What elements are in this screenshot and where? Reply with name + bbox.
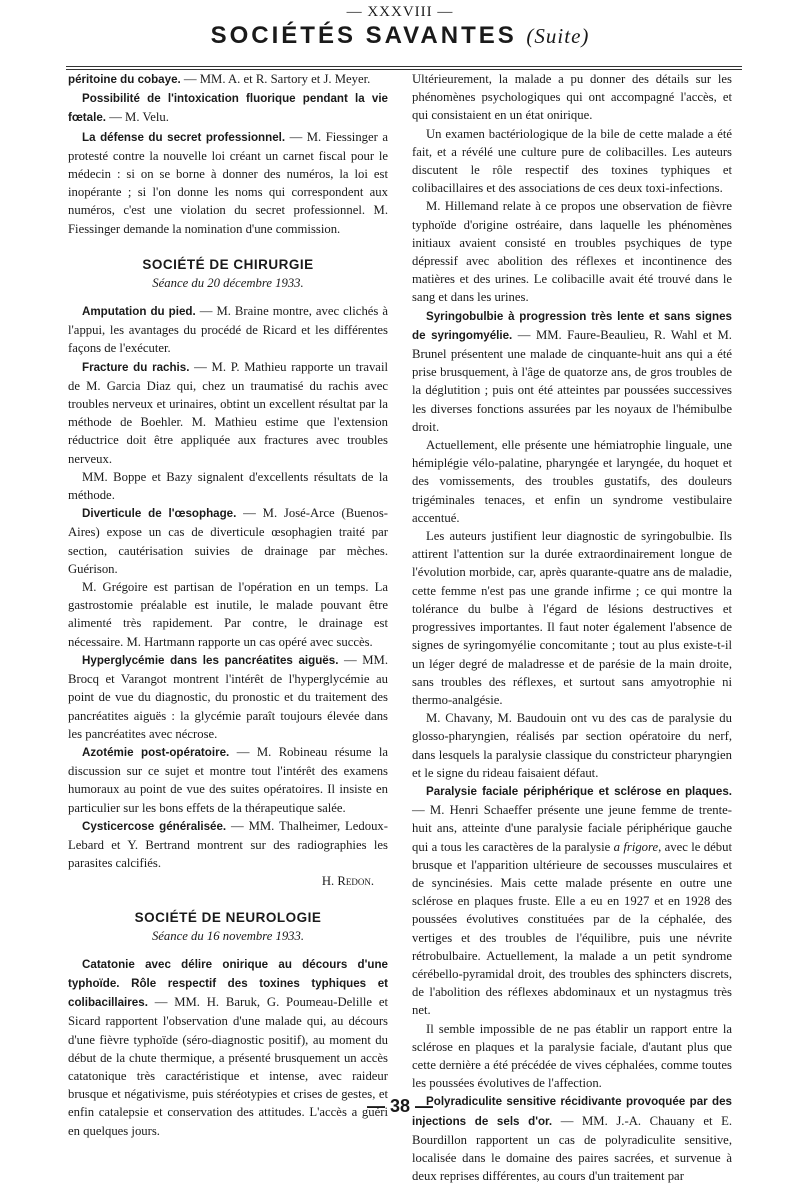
paragraph xyxy=(68,651,388,743)
paragraph xyxy=(68,817,388,873)
entry-text: — M. José-Arce (Buenos-Aires) expose un cas de diverticule œsophagien traité par section, cautérisation suivies de drainage par mèches. Guérison. xyxy=(68,506,388,576)
entry-italic: a frigore xyxy=(613,839,659,854)
paragraph: M. Hillemand relate à ce propos une observation de fièvre typhoïde d'origine ostréaire, dans laquelle les phénomènes initiaux avaient consisté en troubles psychiques de type dépressif avec abolition des réflexes et incontinence des matières et des urines. Le colibacille avait été trouvé dans le sang et dans les urines. xyxy=(412,199,732,305)
header-rule-top xyxy=(66,66,742,67)
paragraph: M. Grégoire est partisan de l'opération en un temps. La gastrostomie préalable est inutile, le malade pouvant être alimenté très rapidement. Par contre, le drainage est nécessaire. M. Hartmann rapporte un cas opéré avec succès. xyxy=(68,580,388,649)
paragraph: Il semble impossible de ne pas établir un rapport entre la sclérose en plaques et la paralysie faciale, d'autant plus que cette dernière a été précédée de vives céphalées, comme toutes les poussées évolutives de l'affection. xyxy=(412,1021,732,1091)
entry-title: Amputation du pied. xyxy=(82,305,196,319)
left-column xyxy=(68,70,389,1138)
paragraph: MM. Boppe et Bazy signalent d'excellents résultats de la méthode. xyxy=(68,469,388,503)
entry-text: — M. Velu. xyxy=(106,110,169,125)
paragraph xyxy=(68,358,388,468)
entry-text: — MM. Brocq et Varangot montrent l'intérêt de l'hyperglycémie au point de vue du diagnostic, du pronostic et du traitement des pancréatites aiguës : la glycémie paraît toujours élevée dans les pancréatites avec nécrose. xyxy=(68,652,388,741)
paragraph xyxy=(68,89,388,127)
entry-title: péritoine du cobaye. xyxy=(68,73,181,86)
paragraph xyxy=(68,70,388,89)
paragraph: M. Chavany, M. Baudouin ont vu des cas de paralysie du glosso-pharyngien, réalisés par section opératoire du nerf, dans lesquels la paralysie classique du constricteur pharyngien et le signe du rideau faisaient défaut. xyxy=(412,711,732,780)
entry-title: Syringobulbie à progression très lente et sans signes de syringomyélie. xyxy=(412,309,732,342)
entry-text: — MM. J.-A. Chauany et E. Bourdillon rapportent un cas de polyradiculite sensitive, localisée dans le domaine des paires sacrées, et survenue à deux reprises différentes, au cours d'un traitement par xyxy=(412,1113,732,1184)
entry-title: Hyperglycémie dans les pancréatites aiguës. xyxy=(82,653,339,667)
entry-text: — M. Robineau résume la discussion sur ce sujet et montre tout l'intérêt des examens humoraux au point de vue des suites opératoires. Il insiste en particulier sur les bons effets de la thérapeutique salée. xyxy=(68,744,389,815)
paragraph: Actuellement, elle présente une hémiatrophie linguale, une hémiplégie vélo-palatine, pharyngée et laryngée, du hoquet et des vomissements, des troubles gustatifs, des douleurs trigéminales tenaces, et enfin un syndrome vestibulaire accentué. xyxy=(412,438,732,525)
entry-text: — MM. A. et R. Sartory et J. Meyer. xyxy=(180,72,371,86)
paragraph: Un examen bactériologique de la bile de cette malade a été fait, et a révélé une culture pure de colibacilles. Les auteurs discutent le rôle respectif des toxines typhiques et colibacillaires et des associations de ces deux toxi-infections. xyxy=(412,126,732,196)
title-main: SOCIÉTÉS SAVANTES xyxy=(210,22,517,49)
entry-text: — M. Fiessinger a protesté contre la nouvelle loi créant un carnet fiscal pour le médecin : si on se borne à donner des numéros, la loi est inopérante ; si l'on donne les noms qui correspondent aux numéros, c'est une violation du secret professionnel. M. Fiessinger demande la nomination d'une commission. xyxy=(68,129,388,236)
entry-title: Cysticercose généralisée. xyxy=(82,819,227,833)
paragraph: Ultérieurement, la malade a pu donner des détails sur les phénomènes psychologiques qui ont accompagné l'accès, et qui consistaient en un état onirique. xyxy=(412,72,732,123)
paragraph xyxy=(68,128,388,238)
entry-text: — M. Henri Schaeffer présente une jeune femme de trente-huit ans, atteinte d'une paralysie faciale périphérique gauche qui a tous les caractères de la paralysie xyxy=(412,803,732,854)
entry-text: — MM. Thalheimer, Ledoux-Lebard et Y. Bertrand montrent sur des radiographies les parasites calcifiés. xyxy=(68,818,389,871)
paragraph xyxy=(68,743,388,817)
entry-title: La défense du secret professionnel. xyxy=(82,130,286,144)
section-heading-neurologie: SOCIÉTÉ DE NEUROLOGIE xyxy=(134,909,322,925)
page-number: — 38 — xyxy=(366,1096,434,1116)
entry-text: , avec le début brusque et l'apparition ultérieure de secousses musculaires et de syncinésies. Mais cette malade présente en outre une sclérose en plaques fruste. Elle a eu en 1927 et en 1928 des poussées évolutives constituées par de la céphalée, des vertiges et des troubles de l'équilibre, puis une névrite rétrobulbaire. Actuellement, la malade a un petit syndrome cérébello-pyramidal droit, des troubles des sphincters discrets, de l'abolition des réflexes abdominaux et un nystagmus très net. xyxy=(412,839,732,1018)
paragraph xyxy=(412,782,732,1020)
entry-title: Polyradiculite sensitive récidivante provoquée par des injections de sels d'or. xyxy=(412,1095,732,1128)
entry-title: Fracture du rachis. xyxy=(82,360,190,374)
page-title xyxy=(0,22,800,50)
title-suffix: (Suite) xyxy=(526,24,590,48)
section-date-chirurgie: Séance du 20 décembre 1933. xyxy=(152,275,304,290)
section-date-neurologie: Séance du 16 novembre 1933. xyxy=(151,928,305,943)
entry-text: — M. Braine montre, avec clichés à l'appui, les avantages du procédé de Ricard et les différentes façons de l'exécuter. xyxy=(68,304,388,356)
right-column xyxy=(412,70,732,1184)
paragraph xyxy=(68,504,388,578)
section-heading-chirurgie: SOCIÉTÉ DE CHIRURGIE xyxy=(142,256,314,272)
paragraph: Les auteurs justifient leur diagnostic de syringobulbie. Ils attirent l'attention sur la durée extraordinairement longue de l'évolution morbide, car, après quarante-quatre ans de maladie, cette femme n'est pas une grande infirme ; ce qui montre la tolérance du bulbe à l'égard de lésions destructives et progressives importantes. Il faut noter également l'absence de signes de syringomyélie concomitante ; tout au plus existe-t-il un léger degré de maladresse et de parésie de la main droite, sans troubles des réflexes, et surtout sans amyotrophie ni thermo-analgésie. xyxy=(412,529,732,707)
entry-title: Diverticule de l'œsophage. xyxy=(82,507,237,521)
entry-title: Catatonie avec délire onirique au décours d'une typhoïde. Rôle respectif des toxines typhiques et colibacillaires. xyxy=(68,957,388,1010)
paragraph xyxy=(68,302,388,358)
entry-title: Azotémie post-opératoire. xyxy=(82,745,230,759)
entry-text: — MM. Faure-Beaulieu, R. Wahl et M. Brunel présentent une malade de cinquante-huit ans qui a été prise brusquement, à l'âge de quatorze ans, de gros troubles de la déglutition ; puis ont été atteintes par poussées successives les diverses fonctions assurées par les noyaux de l'hémibulbe droit. xyxy=(412,327,732,434)
entry-title: Possibilité de l'intoxication fluorique pendant la vie fœtale. xyxy=(68,92,388,125)
entry-text: — M. P. Mathieu rapporte un travail de M. Garcia Diaz qui, chez un traumatisé du rachis avec troubles nerveux et urinaires, obtint un excellent résultat par la méthode de Boehler. M. Mathieu estime que l'extension réductrice doit être appliquée aux fractures avec troubles nerveux. xyxy=(68,359,388,466)
page-roman-number: — XXXVIII — xyxy=(346,4,454,20)
entry-text: — MM. H. Baruk, G. Poumeau-Delille et Sicard rapportent l'observation d'une malade qui, au décours d'une fièvre typhoïde (séro-diagnostic positif), au moment du début de la chute thermique, a présenté brusquement un accès catatonique très caractéristique et intense, avec raideur brusque et négativisme, puis stéréotypies et crises de gestes, et enfin catalepsie et conservation des attitudes. L'accès a guéri en quelques jours. xyxy=(68,995,388,1138)
paragraph xyxy=(412,307,732,436)
signature: H. Redon. xyxy=(321,874,374,889)
entry-title: Paralysie faciale périphérique et sclérose en plaques. xyxy=(426,784,732,798)
